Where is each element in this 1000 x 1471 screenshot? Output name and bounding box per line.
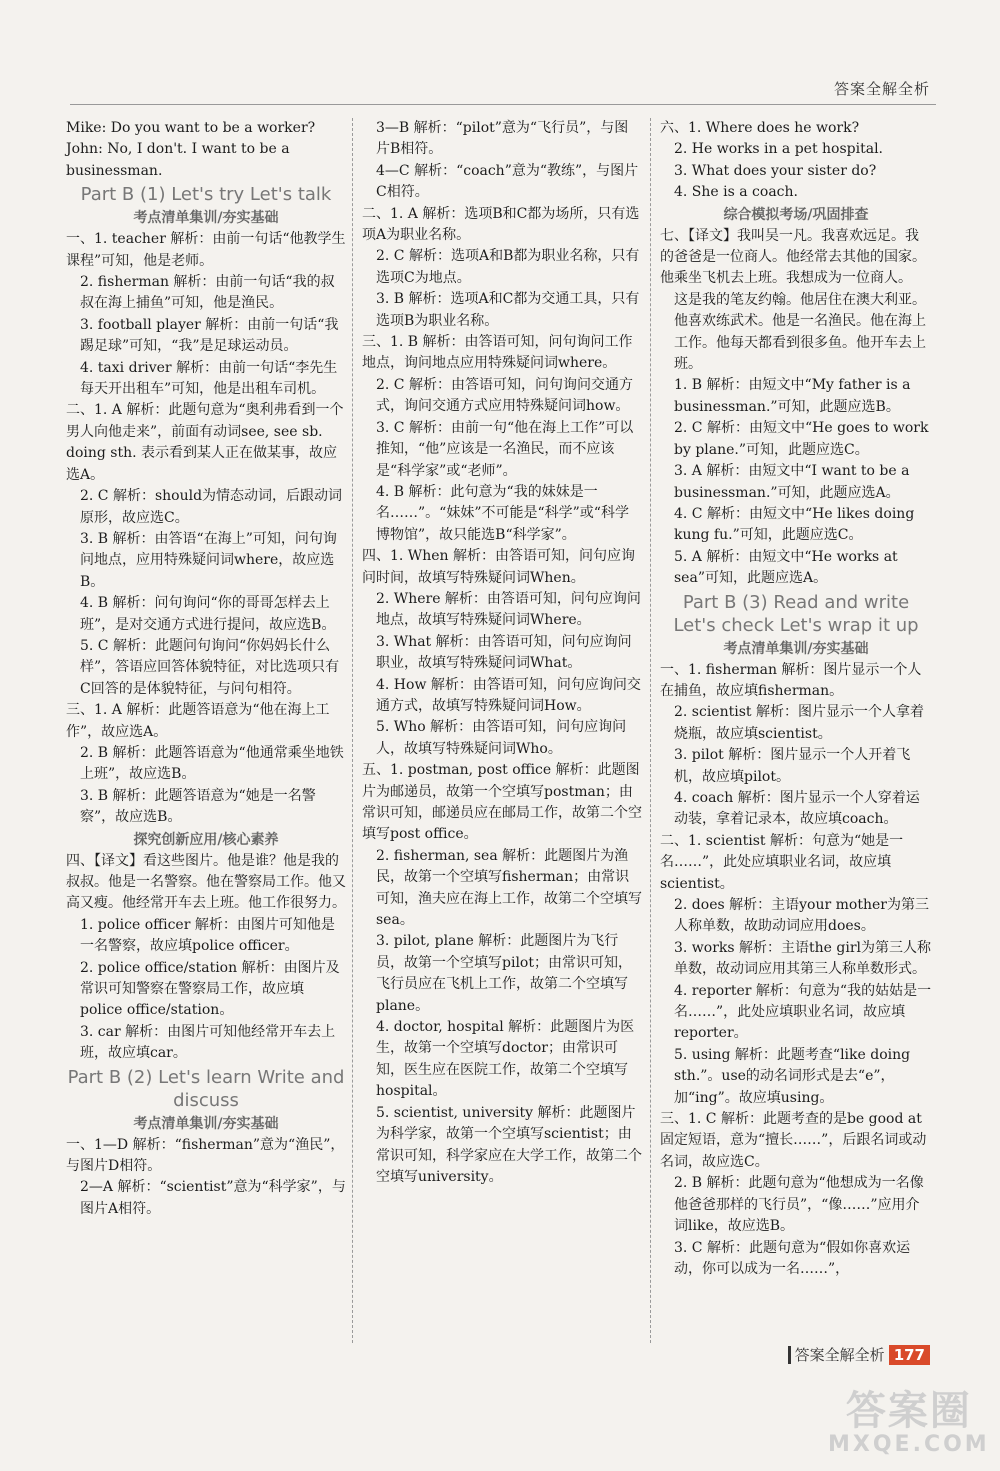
answer-line: 5. using 解析：此题考查“like doing sth.”。use的动名词形式是去“e”，加“ing”。故应填using。 (674, 1046, 911, 1106)
answer-line: 3. pilot, plane 解析：此题图片为飞行员，故第一个空填写pilot；由常识可知，飞行员应在飞机上工作，故第二个空填写plane。 (376, 933, 632, 1014)
answer-line: 3. B 解析：选项A和C都为交通工具，只有选项B为职业名称。 (376, 291, 640, 329)
answer-line: 2. police office/station 解析：由图片及常识可知警察在警察局工作，故应填police office/station。 (80, 959, 340, 1019)
answer-line: 4. How 解析：由答语可知，问句应询问交通方式，故填写特殊疑问词How。 (376, 676, 641, 714)
answer-line: 2. C 解析：由答语可知，问句询问交通方式，询问交通方式应用特殊疑问词how。 (376, 376, 633, 415)
answer-line: 5. scientist, university 解析：此题图片为科学家，故第一个空填写scientist；由常识可知，科学家应在大学工作，故第二个空填写university。 (376, 1104, 642, 1185)
answer-line: 5. A 解析：由短文中“He works at sea”可知，此题应选A。 (674, 548, 898, 587)
column-divider (352, 118, 353, 1343)
answer-line: 2. scientist 解析：图片显示一个人拿着烧瓶，故应填scientist。 (674, 704, 924, 742)
answer-line: 2. fisherman, sea 解析：此题图片为渔民，故第一个空填写fisherman；由常识可知，渔夫应在海上工作，故第二个空填写sea。 (376, 847, 642, 929)
section-heading: 考点清单集训/夯实基础 (133, 210, 279, 227)
answer-line: 一、1. fisherman 解析：图片显示一个人在捕鱼，故应填fisherman。 (660, 661, 922, 699)
answer-line: 3. What does your sister do? (674, 162, 877, 179)
page-footer (788, 1344, 930, 1365)
part-heading: Part B (1) Let's try Let's talk (80, 184, 332, 206)
answer-line: 2. Where 解析：由答语可知，问句应询问地点，故填写特殊疑问词Where。 (376, 590, 641, 629)
answer-line: 二、1. scientist 解析：句意为“她是一名……”，此处应填职业名词，故应填scientist。 (660, 832, 904, 892)
answer-line: 3. C 解析：由前一句“他在海上工作”可以推知，“他”应该是一名渔民，而不应该是“科学家”或“老师”。 (376, 419, 634, 479)
answer-line: 这是我的笔友约翰。他居住在澳大利亚。他喜欢练武术。他是一名渔民。他在海上工作。他每天都看到很多鱼。他开车去上班。 (674, 291, 926, 373)
section-heading: 综合模拟考场/巩固排查 (723, 206, 869, 223)
answer-line: 3. C 解析：此题句意为“假如你喜欢运动，你可以成为一名……”， (674, 1239, 911, 1277)
answer-line: 4. reporter 解析：句意为“我的姑姑是一名……”，此处应填职业名词，故应填reporter。 (674, 982, 932, 1042)
answer-line: 3. B 解析：由答语“在海上”可知，问句询问地点，应用特殊疑问词where，故应选B。 (80, 530, 337, 590)
answer-line: 2. C 解析：should为情态动词，后跟动词原形，故应选C。 (80, 488, 343, 526)
answer-line: 四、【译文】看这些图片。他是谁？他是我的叔叔。他是一名警察。他在警察局工作。他又高又瘦。他经常开车去上班。他工作很努力。 (66, 852, 346, 912)
answer-line: 3. B 解析：此题答语意为“她是一名警察”，故应选B。 (80, 787, 316, 826)
answer-line: 4. She is a coach. (674, 184, 798, 201)
answer-line: 四、1. When 解析：由答语可知，问句应询问时间，故填写特殊疑问词When。 (362, 548, 635, 586)
answer-line: 3. A 解析：由短文中“I want to be a businessman.”可知，此题应选A。 (674, 463, 910, 501)
watermark-logo (828, 1390, 990, 1457)
answer-line: 2. He works in a pet hospital. (674, 141, 884, 158)
answer-line: 4. B 解析：此句意为“我的妹妹是一名……”。“妹妹”不可能是“科学”或“科学博物馆”，故只能选B“科学家”。 (376, 483, 629, 543)
answer-line: 三、1. A 解析：此题答语意为“他在海上工作”，故应选A。 (66, 702, 330, 740)
answer-line: 七、【译文】我叫吴一凡。我喜欢远足。我的爸爸是一位商人。他经常去其他的国家。他乘坐飞机去上班。我想成为一位商人。 (660, 227, 926, 287)
answer-line: 2. C 解析：由短文中“He goes to work by plane.”可知，此题应选C。 (674, 420, 929, 458)
answer-line: 2—A 解析：“scientist”意为“科学家”，与图片A相符。 (80, 1179, 346, 1217)
header-divider (70, 104, 936, 105)
answer-line: 4. B 解析：问句询问“你的哥哥怎样去上班”，是对交通方式进行提问，故应选B。 (80, 595, 336, 633)
answer-line: 一、1—D 解析：“fisherman”意为“渔民”，与图片D相符。 (66, 1136, 345, 1175)
answer-line: 2. B 解析：此题答语意为“他通常乘坐地铁上班”，故应选B。 (80, 744, 344, 783)
answer-line: 三、1. C 解析：此题考查的是be good at固定短语，意为“擅长……”，后跟名词或动名词，故应选C。 (660, 1111, 927, 1170)
answer-line: 2. does 解析：主语your mother为第三人称单数，故助动词应用does。 (674, 897, 929, 935)
answer-line: 五、1. postman, post office 解析：此题图片为邮递员，故第一个空填写postman；由常识可知，邮递员应在邮局工作，故第二个空填写post office。 (362, 762, 642, 843)
column-divider (650, 118, 651, 1343)
answer-line: 4. coach 解析：图片显示一个人穿着运动装，拿着记录本，故应填coach。 (674, 789, 920, 828)
part-heading: Part B (2) Let's learn Write and discuss (67, 1066, 345, 1111)
answer-line: 4. C 解析：由短文中“He likes doing kung fu.”可知，此题应选C。 (674, 505, 915, 544)
answer-line: 4—C 解析：“coach”意为“教练”，与图片C相符。 (376, 162, 639, 201)
answer-line: 3. football player 解析：由前一句话“我踢足球”可知，“我”是足球运动员。 (80, 316, 339, 355)
answer-column-1 (66, 118, 346, 1220)
answer-line: 3. works 解析：主语the girl为第三人称单数，故动词应用其第三人称单数形式。 (674, 939, 932, 978)
answer-line: 1. police officer 解析：由图片可知他是一名警察，故应填police officer。 (80, 916, 335, 955)
watermark-line2: MXQE.COM (828, 1432, 990, 1457)
section-heading: 考点清单集训/夯实基础 (133, 1115, 279, 1132)
answer-column-2 (362, 118, 642, 1188)
answer-line: 3. pilot 解析：图片显示一个人开着飞机，故应填pilot。 (674, 747, 911, 785)
answer-line: 3—B 解析：“pilot”意为“飞行员”，与图片B相符。 (376, 120, 629, 158)
answer-line: 2. fisherman 解析：由前一句话“我的叔叔在海上捕鱼”可知，他是渔民。 (80, 274, 335, 312)
answer-line: 4. doctor, hospital 解析：此题图片为医生，故第一个空填写doctor；由常识可知，医生应在医院工作，故第二个空填写hospital。 (376, 1019, 635, 1100)
part-heading: Part B (3) Read and write Let's check Let's wrap it up (673, 591, 919, 636)
answer-line: 2. B 解析：此题句意为“他想成为一名像他爸爸那样的飞行员”，“像……”应用介词like，故应选B。 (674, 1175, 924, 1235)
footer-bar (788, 1346, 791, 1364)
answer-line: 三、1. B 解析：由答语可知，问句询问工作地点，询问地点应用特殊疑问词where。 (362, 334, 633, 372)
answer-line: 5. Who 解析：由答语可知，问句应询问人，故填写特殊疑问词Who。 (376, 719, 627, 757)
footer-label: 答案全解全析 (794, 1346, 885, 1364)
answer-line: 5. C 解析：此题问句询问“你妈妈长什么样”，答语应回答体貌特征，对比选项只有C回答的是体貌特征，与问句相符。 (80, 637, 340, 697)
watermark-line1: 答案圈 (845, 1388, 972, 1434)
section-heading: 探究创新应用/核心素养 (133, 831, 279, 848)
header-title: 答案全解全析 (833, 80, 930, 98)
answer-line: 二、1. A 解析：选项B和C都为场所，只有选项A为职业名称。 (362, 205, 640, 244)
answer-line: 3. What 解析：由答语可知，问句应询问职业，故填写特殊疑问词What。 (376, 633, 632, 672)
section-heading: 考点清单集训/夯实基础 (723, 640, 869, 657)
answer-line: 4. taxi driver 解析：由前一句话“李先生每天开出租车”可知，他是出租车司机。 (80, 359, 338, 398)
answer-line: John: No, I don't. I want to be a businessman. (66, 141, 290, 179)
answer-line: 3. car 解析：由图片可知他经常开车去上班，故应填car。 (80, 1023, 336, 1062)
answer-line: 2. C 解析：选项A和B都为职业名称，只有选项C为地点。 (376, 248, 640, 286)
answer-line: 六、1. Where does he work? (660, 120, 860, 136)
answer-column-3 (660, 118, 932, 1280)
answer-line: Mike: Do you want to be a worker? (66, 120, 316, 136)
answer-line: 1. B 解析：由短文中“My father is a businessman.”可知，此题应选B。 (674, 377, 911, 415)
answer-line: 二、1. A 解析：此题句意为“奥利弗看到一个男人向他走来”，前面有动词see, see sb. doing sth. 表示看到某人正在做某事，故应选A。 (66, 402, 344, 483)
answer-line: 一、1. teacher 解析：由前一句话“他教学生课程”可知，他是老师。 (66, 231, 346, 269)
page-number: 177 (889, 1345, 930, 1365)
